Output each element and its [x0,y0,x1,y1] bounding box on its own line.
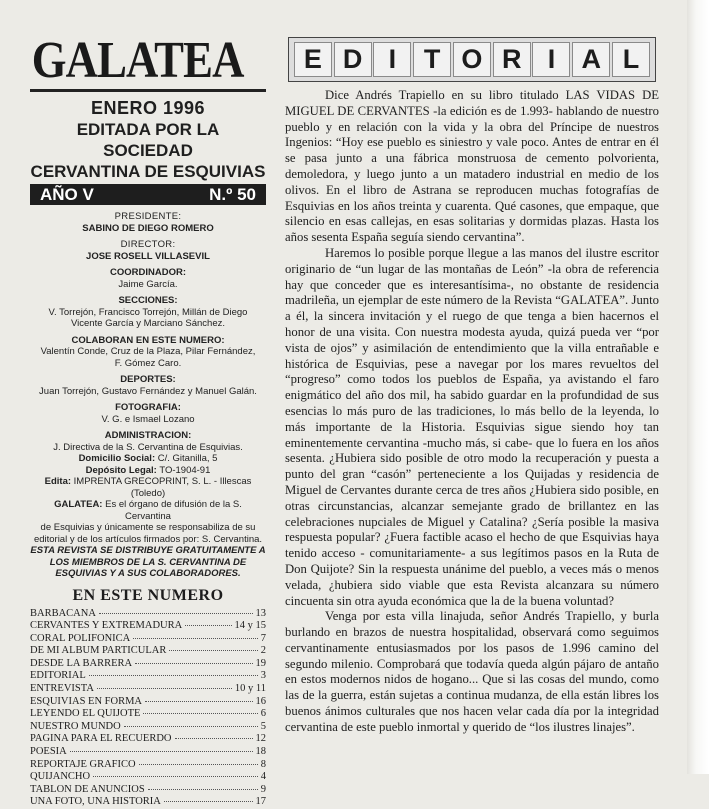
domicilio-value: C/. Gitanilla, 5 [158,453,218,464]
credit-group [30,295,266,330]
credit-label: COLABORAN EN ESTE NUMERO: [30,335,266,347]
credit-group [30,211,266,234]
index-row-title: PAGINA PARA EL RECUERDO [30,733,172,746]
admin-line: J. Directiva de la S. Cervantina de Esquivias. [30,442,266,454]
index-row-page: 3 [261,670,266,683]
credit-group [30,374,266,397]
index-row-page: 8 [261,759,266,772]
index-row-title: NUESTRO MUNDO [30,721,121,734]
index-row-title: CERVANTES Y EXTREMADURA [30,620,182,633]
galatea-text-2: de Esquivias y únicamente se responsabiliza de su [30,522,266,534]
index-row-title: BARBACANA [30,608,96,621]
distribution-notice-1: ESTA REVISTA SE DISTRIBUYE GRATUITAMENTE A [30,545,266,557]
galatea-line-1 [30,499,266,522]
index-row-leader [89,675,258,676]
index-row-title: POESIA [30,746,67,759]
index-row-title: UNA FOTO, UNA HISTORIA [30,796,161,809]
index-row-page: 9 [261,784,266,797]
index-row [30,746,266,759]
editorial-banner-letter: A [572,42,610,77]
editorial-paragraph: Dice Andrés Trapiello en su libro titulado LAS VIDAS DE MIGUEL DE CERVANTES -la edición es de 1.993- hablando de nuestro pueblo y en relación con la vida y la obra del Príncipe de nuestros Ingenios: “Hoy ese pueblo es siniestro y vale poco. Antes de entrar en él se pasa junto a una fábrica monstruosa de cemento polvorienta, demoledora, y luego junto a un matadero industrial en medio de los olivos. En el libro de Astrana se reproducen muchas fotografías de Esquivias en los años treinta y cuarenta. Qué casones, que empaque, que silencio en esas callejas, en esas solitarias y dormidas plazas. Hasta los años sesenta España seguía siendo cervantina”. [285,88,659,246]
domicilio-line [30,453,266,465]
index-row-page: 18 [256,746,267,759]
admin-label: ADMINISTRACION: [30,430,266,442]
index-row-leader [148,789,258,790]
index-row-leader [133,638,258,639]
index-row-page: 5 [261,721,266,734]
index-row-title: DESDE LA BARRERA [30,658,132,671]
issue-number-bar [30,184,266,205]
index-row [30,645,266,658]
index-row-title: CORAL POLIFONICA [30,633,130,646]
index-row [30,658,266,671]
index-title: EN ESTE NUMERO [30,587,266,605]
index-row-page: 4 [261,771,266,784]
index-row-title: EDITORIAL [30,670,86,683]
index-row-page: 17 [256,796,267,809]
galatea-label: GALATEA: [54,499,102,510]
edita-line [30,476,266,499]
index-row-title: ESQUIVIAS EN FORMA [30,696,142,709]
index-row-leader [135,663,252,664]
editorial-banner-letter: O [453,42,491,77]
credit-name: SABINO DE DIEGO ROMERO [30,223,266,235]
index-row [30,708,266,721]
issue-number: N.º 50 [209,184,256,205]
credit-name: F. Gómez Caro. [30,358,266,370]
credit-groups [30,211,266,425]
index-row-page: 16 [256,696,267,709]
index-row-title: DE MI ALBUM PARTICULAR [30,645,166,658]
index-row-leader [139,764,258,765]
staff-credits [30,211,266,580]
index-row-page: 12 [256,733,267,746]
index-row-page: 7 [261,633,266,646]
editorial-paragraph: Haremos lo posible porque llegue a las manos del ilustre escritor originario de “un lugar de las montañas de León” -la obra de referencia hay que conceder que es interesantísima-, no obstante de residencia madrileña, un ejemplar de este número de la Revista “GALATEA”. Junto a él, la sincera invitación y el ruego de que tenga a bien hacernos el honor de una visita. Con nuestra modesta ayuda, quizá pueda ver “por vista de ojos” y asimilación de entendimiento que la villa entrañable e histórica de Esquivias, pese a navegar por los mares revueltos del “progreso” como todos los pueblos de España, ya avistando el faro enigmático del año dos mil, ha sabido guardar en la profundidad de sus esencias lo más puro de las tradiciones, lo más bello de la leyenda, lo más importante de la Historia. Esquivias sigue siendo hoy tan eminentemente cervantina -mucho más, si cabe- que lo fuera en los años sesenta. ¿Hubiera sido posible de otro modo la recuperación y puesta a punto del gran “casón” perteneciente a los Quijadas y residencia de Miguel de Cervantes durante cerca de tres años ¿Hubiera sido posible, en otras circunstancias, alcanzar semejante grado de brillantez en las celebraciones nupciales de Miguel y Catalina? ¿Sería posible la masiva respuesta popular? ¿Fuera factible acaso el hecho de que Esquivias haya tenido acceso - comunitariamente- a sus legítimos pasos en la Ruta de Don Quijote? Sin la respuesta unánime del pueblo, a veces más o menos velada, ¿hubiera sido viable que esta Revista alcanzara su número cincuenta sin otra ayuda económica que la de la buena voluntad? [285,246,659,609]
deposito-line [30,465,266,477]
editorial-article [285,88,659,736]
index-row-leader [164,801,253,802]
credit-group [30,402,266,425]
index-row [30,608,266,621]
index-row-title: REPORTAJE GRAFICO [30,759,136,772]
credit-label: DIRECTOR: [30,239,266,251]
editorial-paragraph: Venga por esta villa linajuda, señor Andrés Trapiello, y burla burlando en brazos de nuestra hospitalidad, observará como seguimos cervantinamente entusiasmados por los pasos de 1.996 camino del segundo milenio. Comprobará que todavía queda algún pájaro de antaño en estos modernos nidos de hogano... Que si las cosas del mundo, como las de la guerra, están sujetas a continua mudanza, de ella están libres los buenos ánimos culturales que nos hacen velar cada día por la integridad cervantina de este pueblo inmortal y querido de “los ilustres linajes”. [285,609,659,735]
index-row [30,784,266,797]
credit-name: JOSE ROSELL VILLASEVIL [30,251,266,263]
index-row-page: 19 [256,658,267,671]
index-row [30,733,266,746]
index-row-leader [169,650,257,651]
editorial-banner-letter: D [334,42,372,77]
left-column [30,36,266,809]
credit-group [30,335,266,370]
index-row [30,633,266,646]
deposito-value: TO-1904-91 [159,465,210,476]
index-row [30,796,266,809]
index-row-leader [99,613,253,614]
index-row-page: 6 [261,708,266,721]
domicilio-label: Domicilio Social: [79,453,156,464]
credit-label: PRESIDENTE: [30,211,266,223]
index-row [30,620,266,633]
credit-name: V. G. e Ismael Lozano [30,414,266,426]
editorial-banner-letter: R [493,42,531,77]
edita-label: Edita: [45,476,71,487]
issue-date: ENERO 1996 [30,98,266,119]
index-row-leader [124,726,258,727]
index-row-title: ENTREVISTA [30,683,94,696]
index-row [30,670,266,683]
credit-name: Vicente García y Marciano Sánchez. [30,318,266,330]
credit-name: Valentín Conde, Cruz de la Plaza, Pilar Fernández, [30,346,266,358]
index-row-leader [185,625,231,626]
editorial-banner-letter: I [532,42,570,77]
publisher-line-2: CERVANTINA DE ESQUIVIAS [30,161,266,182]
index-row [30,771,266,784]
index-row [30,721,266,734]
index-row [30,696,266,709]
credit-group [30,239,266,262]
edita-value: IMPRENTA GRECOPRINT, S. L. - Illescas (Toledo) [74,476,252,499]
editorial-banner-letter: E [294,42,332,77]
galatea-text-3: editorial y de los artículos firmados por: S. Cervantina. [30,534,266,546]
credit-label: FOTOGRAFIA: [30,402,266,414]
index-row-leader [93,776,258,777]
table-of-contents [30,608,266,809]
distribution-notice-3: ESQUIVIAS Y A SUS COLABORADORES. [30,568,266,580]
index-row-leader [143,713,257,714]
index-row-leader [145,701,252,702]
credit-label: SECCIONES: [30,295,266,307]
issue-volume: AÑO V [40,184,94,205]
index-row [30,759,266,772]
issue-info [30,98,266,182]
credit-name: Juan Torrejón, Gustavo Fernández y Manuel Galán. [30,386,266,398]
index-row-page: 13 [256,608,267,621]
index-row-page: 14 y 15 [235,620,267,633]
index-row-page: 2 [261,645,266,658]
distribution-notice-2: LOS MIEMBROS DE LA S. CERVANTINA DE [30,557,266,569]
credit-group [30,267,266,290]
admin-block [30,430,266,580]
index-row [30,683,266,696]
masthead-title: GALATEA [30,36,233,86]
index-row-leader [70,751,253,752]
deposito-label: Depósito Legal: [86,465,157,476]
index-row-title: TABLON DE ANUNCIOS [30,784,145,797]
index-row-title: QUIJANCHO [30,771,90,784]
galatea-text-1: Es el órgano de difusión de la S. Cervantina [105,499,242,522]
editorial-banner-letter: T [413,42,451,77]
credit-label: COORDINADOR: [30,267,266,279]
index-row-leader [97,688,232,689]
credit-name: V. Torrejón, Francisco Torrejón, Millán de Diego [30,307,266,319]
credit-name: Jaime García. [30,279,266,291]
credit-label: DEPORTES: [30,374,266,386]
publisher-line-1: EDITADA POR LA SOCIEDAD [30,119,266,161]
editorial-banner-letter: I [373,42,411,77]
masthead-rule [30,89,266,92]
editorial-banner-letter: L [612,42,650,77]
index-row-title: LEYENDO EL QUIJOTE [30,708,140,721]
editorial-banner [288,37,656,82]
index-row-page: 10 y 11 [235,683,266,696]
index-row-leader [175,738,253,739]
page-binding-edge [687,0,709,774]
